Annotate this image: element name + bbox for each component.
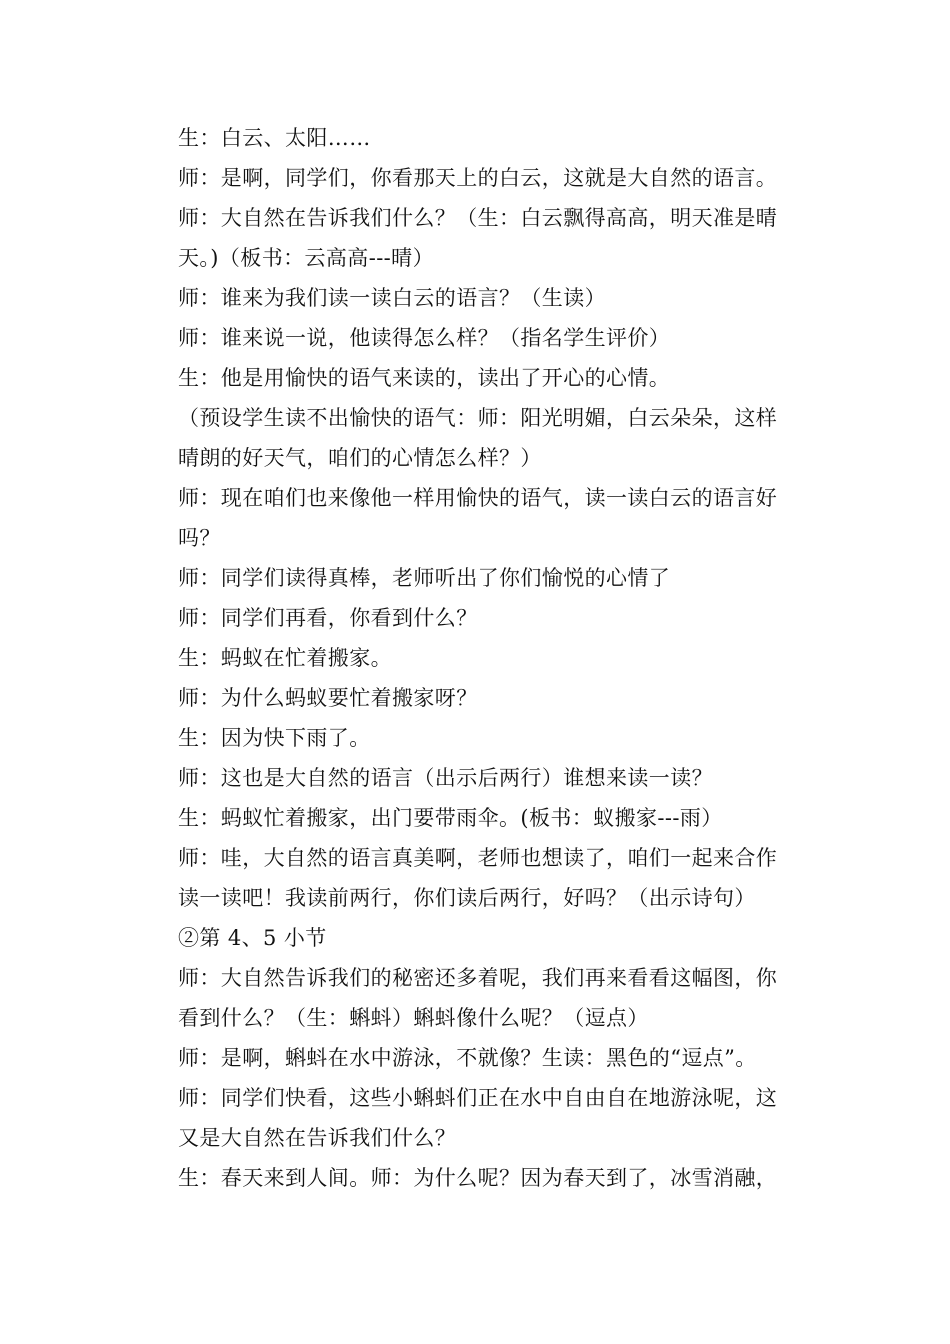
text-line: 师：谁来为我们读一读白云的语言？（生读） [178, 286, 606, 310]
text-line: 天。)（板书：云高高---晴） [178, 246, 434, 270]
text-line: 又是大自然在告诉我们什么？ [178, 1126, 457, 1150]
text-line: 师：同学们快看，这些小蝌蚪们正在水中自由自在地游泳呢，这 [178, 1086, 778, 1110]
text-line: 师：现在咱们也来像他一样用愉快的语气，读一读白云的语言好 [178, 486, 778, 510]
text-line: 师：这也是大自然的语言（出示后两行）谁想来读一读？ [178, 766, 713, 790]
text-line: 师：是啊，蝌蚪在水中游泳，不就像？生读：黑色的“逗点”。 [178, 1046, 757, 1070]
document-body [178, 118, 818, 1198]
text-line: 读一读吧！我读前两行，你们读后两行，好吗？（出示诗句） [178, 886, 756, 910]
text-line: 师：是啊，同学们，你看那天上的白云，这就是大自然的语言。 [178, 166, 778, 190]
text-line: 生：蚂蚁忙着搬家，出门要带雨伞。(板书：蚁搬家---雨） [178, 806, 723, 830]
text-line: 生：春天来到人间。师：为什么呢？因为春天到了，冰雪消融， [178, 1166, 778, 1190]
text-line: 师：谁来说一说，他读得怎么样？（指名学生评价） [178, 326, 671, 350]
text-line: 吗？ [178, 526, 221, 550]
text-line: 生：他是用愉快的语气来读的，读出了开心的心情。 [178, 366, 671, 390]
text-line: 师：为什么蚂蚁要忙着搬家呀？ [178, 686, 478, 710]
text-line: 生：白云、太阳…… [178, 126, 371, 150]
section-heading: ②第 4、5 小节 [178, 926, 327, 950]
text-line: 生：因为快下雨了。 [178, 726, 371, 750]
text-line: 晴朗的好天气，咱们的心情怎么样？） [178, 446, 542, 470]
text-line: 师：哇，大自然的语言真美啊，老师也想读了，咱们一起来合作 [178, 846, 778, 870]
text-line: 师：同学们读得真棒，老师听出了你们愉悦的心情了 [178, 566, 671, 590]
text-line: （预设学生读不出愉快的语气：师：阳光明媚，白云朵朵，这样 [178, 406, 778, 430]
text-line: 师：同学们再看，你看到什么？ [178, 606, 478, 630]
text-line: 师：大自然在告诉我们什么？（生：白云飘得高高，明天准是晴 [178, 206, 778, 230]
text-line: 看到什么？（生：蝌蚪）蝌蚪像什么呢？（逗点） [178, 1006, 649, 1030]
text-line: 师：大自然告诉我们的秘密还多着呢，我们再来看看这幅图，你 [178, 966, 778, 990]
text-line: 生：蚂蚁在忙着搬家。 [178, 646, 392, 670]
